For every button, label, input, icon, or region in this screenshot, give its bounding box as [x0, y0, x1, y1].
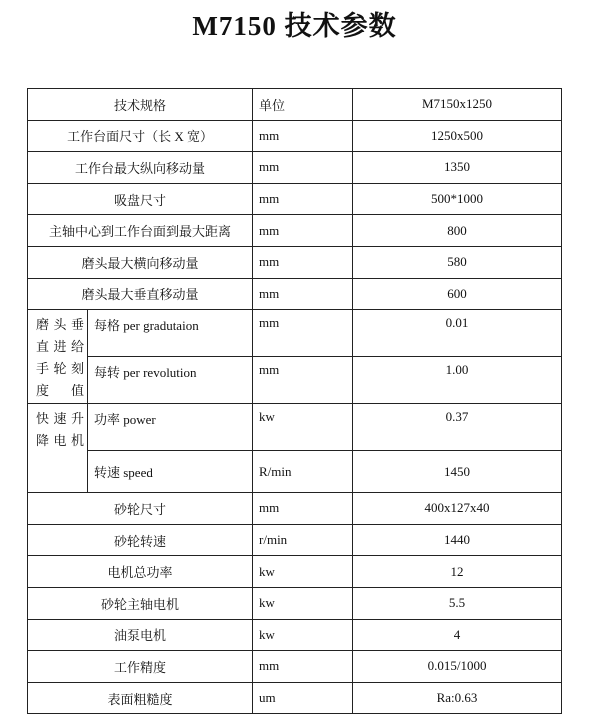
spec-table [27, 88, 562, 714]
spec-value: 0.01 [353, 310, 562, 357]
group-label-line: 手轮刻 [36, 361, 84, 377]
table-row [28, 246, 562, 278]
group-label-line: 度值 [36, 383, 84, 399]
spec-name: 每转 per revolution [88, 357, 253, 404]
header-model: M7150x1250 [353, 89, 562, 121]
spec-unit: mm [253, 278, 353, 310]
spec-value: 1350 [353, 152, 562, 184]
table-row [28, 493, 562, 525]
spec-value: 600 [353, 278, 562, 310]
table-row [28, 524, 562, 556]
spec-name: 工作精度 [28, 651, 253, 683]
spec-unit: um [253, 682, 353, 714]
spec-name: 磨头最大垂直移动量 [28, 278, 253, 310]
spec-value: 1450 [353, 451, 562, 493]
spec-unit: kw [253, 404, 353, 451]
group-label-handwheel [28, 310, 88, 404]
page-title: M7150 技术参数 [192, 11, 397, 41]
table-row [28, 310, 562, 357]
spec-value: 800 [353, 215, 562, 247]
spec-name: 主轴中心到工作台面到最大距离 [28, 215, 253, 247]
spec-value: Ra:0.63 [353, 682, 562, 714]
spec-unit: kw [253, 619, 353, 651]
spec-name: 吸盘尺寸 [28, 183, 253, 215]
spec-unit: mm [253, 651, 353, 683]
spec-unit: mm [253, 493, 353, 525]
spec-unit: kw [253, 556, 353, 588]
spec-unit: R/min [253, 451, 353, 493]
table-row [28, 215, 562, 247]
spec-name: 表面粗糙度 [28, 682, 253, 714]
spec-value: 4 [353, 619, 562, 651]
spec-unit: mm [253, 183, 353, 215]
table-header-row [28, 89, 562, 121]
group-label-line: 快速升 [36, 411, 84, 427]
spec-name: 转速 speed [88, 451, 253, 493]
spec-value: 5.5 [353, 587, 562, 619]
spec-unit: kw [253, 587, 353, 619]
spec-unit: mm [253, 152, 353, 184]
group-label-motor [28, 404, 88, 493]
spec-value: 0.37 [353, 404, 562, 451]
header-spec: 技术规格 [28, 89, 253, 121]
table-row [28, 587, 562, 619]
spec-name: 砂轮主轴电机 [28, 587, 253, 619]
spec-name: 工作台面尺寸（长 X 宽） [28, 120, 253, 152]
spec-name: 功率 power [88, 404, 253, 451]
spec-value: 400x127x40 [353, 493, 562, 525]
spec-unit: mm [253, 246, 353, 278]
spec-name: 砂轮转速 [28, 524, 253, 556]
table-row [28, 556, 562, 588]
table-row [28, 404, 562, 451]
table-row [28, 451, 562, 493]
spec-name: 油泵电机 [28, 619, 253, 651]
spec-value: 1.00 [353, 357, 562, 404]
table-row [28, 278, 562, 310]
spec-value: 580 [353, 246, 562, 278]
spec-unit: mm [253, 310, 353, 357]
table-row [28, 120, 562, 152]
table-row [28, 651, 562, 683]
spec-unit: mm [253, 215, 353, 247]
spec-name: 磨头最大横向移动量 [28, 246, 253, 278]
spec-unit: mm [253, 357, 353, 404]
group-label-line: 降电机 [36, 433, 84, 449]
spec-unit: mm [253, 120, 353, 152]
spec-value: 1250x500 [353, 120, 562, 152]
table-row [28, 357, 562, 404]
spec-value: 500*1000 [353, 183, 562, 215]
spec-value: 12 [353, 556, 562, 588]
table-row [28, 183, 562, 215]
table-row [28, 682, 562, 714]
group-label-line: 直进给 [36, 339, 84, 355]
spec-name: 每格 per gradutaion [88, 310, 253, 357]
spec-name: 砂轮尺寸 [28, 493, 253, 525]
header-unit: 单位 [253, 89, 353, 121]
spec-name: 工作台最大纵向移动量 [28, 152, 253, 184]
spec-value: 0.015/1000 [353, 651, 562, 683]
spec-name: 电机总功率 [28, 556, 253, 588]
spec-value: 1440 [353, 524, 562, 556]
spec-unit: r/min [253, 524, 353, 556]
table-row [28, 619, 562, 651]
table-row [28, 152, 562, 184]
group-label-line: 磨头垂 [36, 317, 84, 333]
